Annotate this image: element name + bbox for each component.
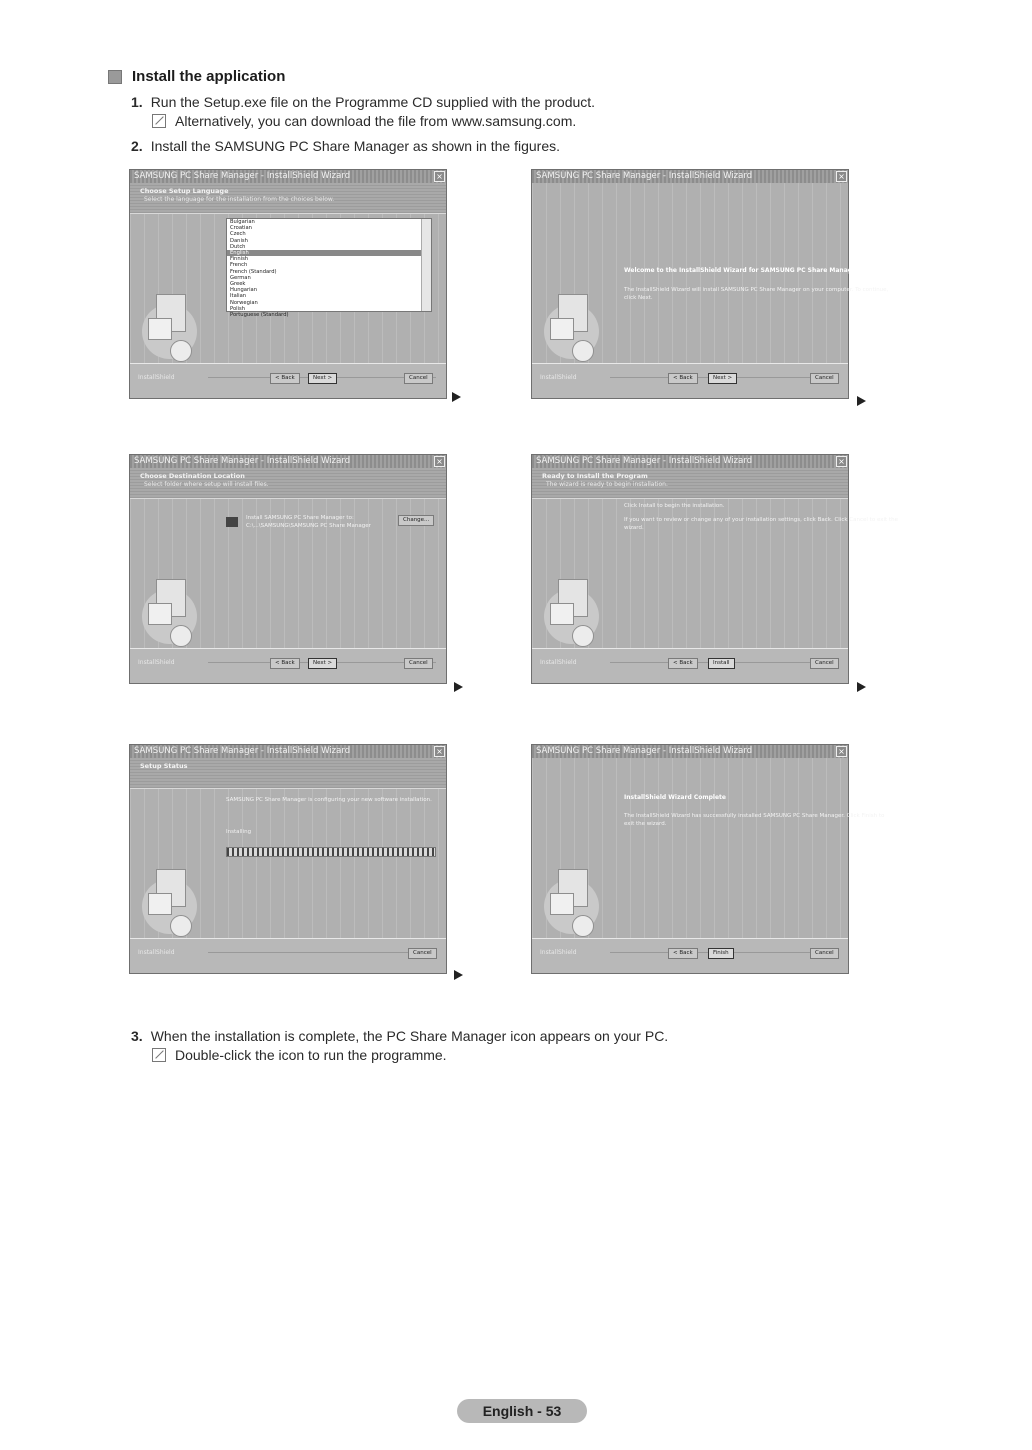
language-option[interactable]: Polish: [230, 305, 245, 312]
note-icon: [152, 1048, 166, 1062]
language-option[interactable]: French: [230, 262, 248, 269]
close-icon[interactable]: ×: [434, 456, 445, 467]
section-bullet-icon: [108, 70, 122, 84]
wizard-footer: [532, 938, 848, 973]
wizard-body: [532, 183, 889, 364]
ready-text-2: If you want to review or change any of your installation settings, click Back. Click Cancel to exit the: [624, 517, 898, 523]
language-option[interactable]: Portuguese (Standard): [230, 312, 289, 319]
wizard-header: [130, 183, 446, 214]
step-2: [131, 138, 560, 154]
next-arrow-icon: [452, 392, 461, 402]
wizard-body: [130, 499, 446, 649]
installer-window-destination: [129, 454, 447, 684]
language-option[interactable]: Hungarian: [230, 287, 257, 294]
next-arrow-icon: [857, 396, 866, 406]
language-option[interactable]: Bulgarian: [230, 219, 255, 225]
installer-window-complete: [531, 744, 885, 974]
language-option[interactable]: Czech: [230, 231, 246, 238]
wizard-header: [130, 758, 446, 789]
step-text: When the installation is complete, the PC Share Manager icon appears on your PC.: [150, 1028, 669, 1044]
wizard-header: [532, 468, 848, 499]
wizard-header-subtitle: Select folder where setup will install files.: [144, 481, 269, 488]
listbox-scrollbar[interactable]: [421, 219, 431, 311]
installshield-brand: InstallShield: [540, 949, 577, 956]
note-1: [152, 113, 576, 129]
next-arrow-icon: [454, 682, 463, 692]
setup-computer-icon: [142, 869, 212, 939]
language-option[interactable]: Dutch: [230, 243, 246, 250]
wizard-footer: [130, 648, 446, 683]
language-option[interactable]: French (Standard): [230, 268, 277, 275]
step-3: [131, 1028, 668, 1044]
step-number: 2.: [131, 138, 143, 154]
welcome-text-2: click Next.: [624, 295, 653, 301]
wizard-header: [130, 468, 446, 499]
section-title: Install the application: [132, 68, 286, 85]
wizard-body: [532, 499, 898, 649]
installshield-brand: InstallShield: [540, 659, 577, 666]
step-text: Install the SAMSUNG PC Share Manager as shown in the figures.: [150, 138, 560, 154]
step-1: [131, 94, 595, 110]
step-number: 1.: [131, 94, 143, 110]
setup-computer-icon: [544, 869, 614, 939]
welcome-heading: Welcome to the InstallShield Wizard for SAMSUNG PC Share Manager: [624, 267, 860, 274]
next-arrow-icon: [454, 970, 463, 980]
back-button[interactable]: < Back: [270, 658, 300, 669]
window-title: SAMSUNG PC Share Manager - InstallShield Wizard: [130, 170, 446, 183]
destination-label: Install SAMSUNG PC Share Manager to:: [246, 515, 354, 521]
status-text: SAMSUNG PC Share Manager is configuring your new software installation.: [226, 797, 432, 803]
step-number: 3.: [131, 1028, 143, 1044]
wizard-footer: [532, 648, 848, 683]
installshield-brand: InstallShield: [540, 374, 577, 381]
status-installing: Installing: [226, 829, 252, 835]
ready-text: Click Install to begin the installation.: [624, 503, 725, 509]
installer-window-ready: [531, 454, 898, 684]
note-text: Alternatively, you can download the file from www.samsung.com.: [175, 113, 577, 129]
window-title: SAMSUNG PC Share Manager - InstallShield Wizard: [130, 455, 446, 468]
cancel-button[interactable]: Cancel: [404, 373, 433, 384]
next-arrow-icon: [857, 682, 866, 692]
cancel-button[interactable]: Cancel: [810, 373, 839, 384]
step-text: Run the Setup.exe file on the Programme CD supplied with the product.: [150, 94, 596, 110]
finish-button[interactable]: Finish: [708, 948, 734, 959]
cancel-button[interactable]: Cancel: [408, 948, 437, 959]
note-text: Double-click the icon to run the programme.: [175, 1047, 447, 1063]
complete-heading: InstallShield Wizard Complete: [624, 794, 726, 801]
complete-text: The InstallShield Wizard has successfully installed SAMSUNG PC Share Manager. Click Finish to: [624, 813, 885, 819]
wizard-header-title: Ready to Install the Program: [542, 472, 648, 480]
back-button[interactable]: < Back: [270, 373, 300, 384]
setup-computer-icon: [142, 294, 212, 364]
language-option[interactable]: Norwegian: [230, 299, 258, 306]
back-button[interactable]: < Back: [668, 948, 698, 959]
wizard-header-subtitle: The wizard is ready to begin installation.: [546, 481, 668, 488]
welcome-text: The InstallShield Wizard will install SAMSUNG PC Share Manager on your computer. To continue,: [624, 287, 889, 293]
complete-text-2: exit the wizard.: [624, 821, 667, 827]
window-title: SAMSUNG PC Share Manager - InstallShield Wizard: [532, 170, 848, 183]
note-icon: [152, 114, 166, 128]
cancel-button[interactable]: Cancel: [404, 658, 433, 669]
folder-icon: [226, 517, 238, 527]
wizard-body: [130, 789, 446, 939]
wizard-footer: [532, 363, 848, 398]
wizard-header-title: Choose Destination Location: [140, 472, 245, 480]
close-icon[interactable]: ×: [836, 456, 847, 467]
language-option[interactable]: Croatian: [230, 225, 252, 232]
language-listbox[interactable]: [226, 218, 432, 319]
window-title: SAMSUNG PC Share Manager - InstallShield Wizard: [130, 745, 446, 758]
language-option[interactable]: English: [227, 250, 431, 256]
close-icon[interactable]: ×: [836, 171, 847, 182]
ready-text-3: wizard.: [624, 525, 644, 531]
wizard-footer: [130, 938, 446, 973]
install-progress-bar: [226, 847, 436, 857]
installer-window-language: [129, 169, 447, 399]
language-option[interactable]: Danish: [230, 237, 248, 244]
section-heading: [108, 68, 285, 85]
wizard-body: [130, 214, 446, 364]
page-number: English - 53: [457, 1399, 587, 1423]
wizard-header-title: Choose Setup Language: [140, 187, 229, 195]
installshield-brand: InstallShield: [138, 949, 175, 956]
language-option[interactable]: Italian: [230, 293, 247, 300]
close-icon[interactable]: ×: [434, 746, 445, 757]
installer-window-welcome: [531, 169, 889, 399]
language-option[interactable]: Finnish: [230, 256, 249, 263]
back-button[interactable]: < Back: [668, 658, 698, 669]
close-icon[interactable]: ×: [434, 171, 445, 182]
setup-computer-icon: [544, 579, 614, 649]
cancel-button[interactable]: Cancel: [810, 658, 839, 669]
close-icon[interactable]: ×: [836, 746, 847, 757]
next-button[interactable]: Next >: [708, 373, 737, 384]
next-button[interactable]: Next >: [308, 658, 337, 669]
back-button[interactable]: < Back: [668, 373, 698, 384]
language-option[interactable]: Greek: [230, 281, 246, 288]
wizard-body: [532, 758, 885, 939]
setup-computer-icon: [544, 294, 614, 364]
change-button[interactable]: Change...: [398, 515, 434, 526]
cancel-button[interactable]: Cancel: [810, 948, 839, 959]
install-button[interactable]: Install: [708, 658, 735, 669]
window-title: SAMSUNG PC Share Manager - InstallShield Wizard: [532, 455, 848, 468]
destination-path: C:\...\SAMSUNG\SAMSUNG PC Share Manager: [246, 523, 371, 529]
wizard-header-subtitle: Select the language for the installation from the choices below.: [144, 196, 335, 203]
wizard-header-title: Setup Status: [140, 762, 188, 770]
next-button[interactable]: Next >: [308, 373, 337, 384]
note-3: [152, 1047, 447, 1063]
installshield-brand: InstallShield: [138, 374, 175, 381]
wizard-footer: [130, 363, 446, 398]
installer-window-status: [129, 744, 447, 974]
installshield-brand: InstallShield: [138, 659, 175, 666]
window-title: SAMSUNG PC Share Manager - InstallShield Wizard: [532, 745, 848, 758]
setup-computer-icon: [142, 579, 212, 649]
language-option[interactable]: German: [230, 274, 251, 281]
